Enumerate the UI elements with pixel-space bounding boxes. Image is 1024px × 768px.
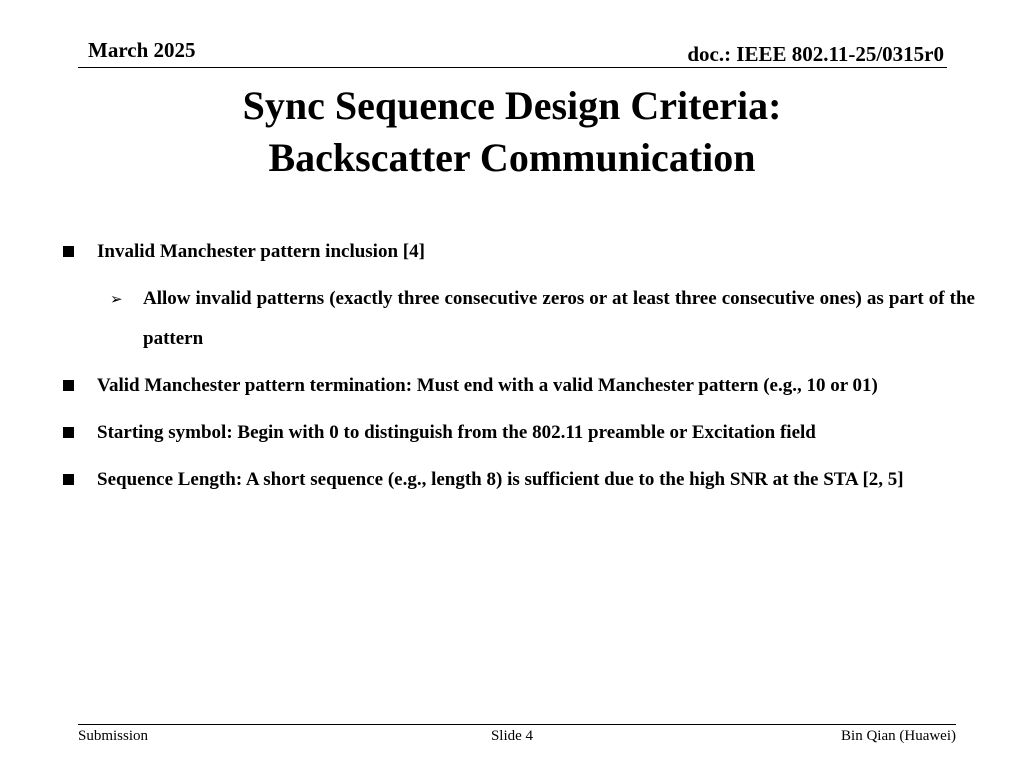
bullet-list <box>60 232 975 500</box>
footer-author: Bin Qian (Huawei) <box>841 728 956 744</box>
bullet-text: Invalid Manchester pattern inclusion [4] <box>97 241 425 262</box>
bullet-item <box>60 413 975 453</box>
slide-title-line-2: Backscatter Communication <box>268 135 756 180</box>
square-bullet-icon <box>63 427 74 438</box>
bullet-item <box>60 232 975 272</box>
square-bullet-icon <box>63 380 74 391</box>
header-doc-id: doc.: IEEE 802.11-25/0315r0 <box>687 42 944 66</box>
bullet-item <box>60 460 975 500</box>
footer-submission: Submission <box>78 728 149 744</box>
sub-bullet-text: Allow invalid patterns (exactly three consecutive zeros or at least three consecutive ones) as part of the pattern <box>143 288 975 349</box>
bullet-item <box>60 366 975 406</box>
sub-bullet-item <box>60 279 975 359</box>
header-date: March 2025 <box>88 38 196 62</box>
footer-divider <box>78 724 956 725</box>
bullet-text: Starting symbol: Begin with 0 to distinguish from the 802.11 preamble or Excitation field <box>97 422 816 443</box>
bullet-text: Valid Manchester pattern termination: Must end with a valid Manchester pattern (e.g., 10 or 01) <box>97 375 878 396</box>
arrowhead-bullet-icon: ➢ <box>110 290 123 308</box>
slide-title-line-1: Sync Sequence Design Criteria: <box>242 83 782 128</box>
bullet-text: Sequence Length: A short sequence (e.g., length 8) is sufficient due to the high SNR at the STA [2, 5] <box>97 469 904 490</box>
header-divider <box>78 67 947 68</box>
footer-slide-number: Slide 4 <box>490 728 534 744</box>
slide-title <box>0 80 1024 184</box>
square-bullet-icon <box>63 474 74 485</box>
square-bullet-icon <box>63 246 74 257</box>
